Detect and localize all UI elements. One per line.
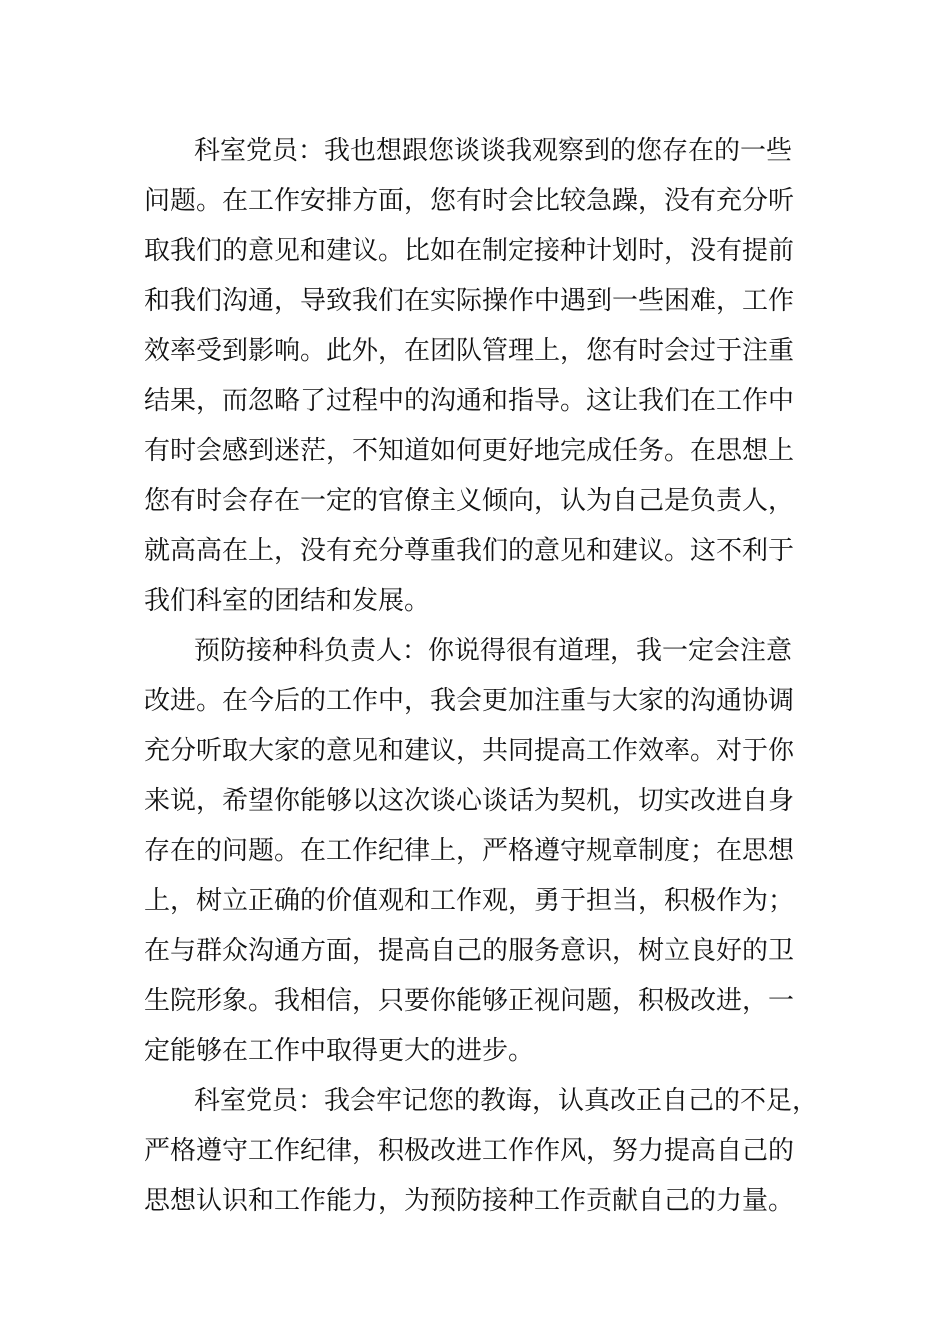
document-body [144,126,834,1226]
text-line: 问题。在工作安排方面，您有时会比较急躁，没有充分听 [144,186,795,216]
text-line: 科室党员：我也想跟您谈谈我观察到的您存在的一些 [194,136,793,166]
text-line: 充分听取大家的意见和建议，共同提高工作效率。对于你 [144,736,795,766]
text-line: 科室党员：我会牢记您的教诲，认真改正自己的不足， [194,1086,819,1116]
text-line: 上，树立正确的价值观和工作观，勇于担当，积极作为； [144,886,795,916]
text-line: 改进。在今后的工作中，我会更加注重与大家的沟通协调 [144,686,795,716]
text-line: 效率受到影响。此外，在团队管理上，您有时会过于注重 [144,336,795,366]
text-line: 我们科室的团结和发展。 [144,586,431,616]
text-line: 存在的问题。在工作纪律上，严格遵守规章制度；在思想 [144,836,795,866]
text-line: 严格遵守工作纪律，积极改进工作作风，努力提高自己的 [144,1136,795,1166]
text-line: 来说，希望你能够以这次谈心谈话为契机，切实改进自身 [144,786,795,816]
paragraph-party-member-commitment [144,1076,834,1226]
text-line: 和我们沟通，导致我们在实际操作中遇到一些困难，工作 [144,286,795,316]
text-line: 结果，而忽略了过程中的沟通和指导。这让我们在工作中 [144,386,795,416]
text-line: 就高高在上，没有充分尊重我们的意见和建议。这不利于 [144,536,795,566]
paragraph-party-member-feedback [144,126,834,626]
text-line: 有时会感到迷茫，不知道如何更好地完成任务。在思想上 [144,436,795,466]
text-line: 您有时会存在一定的官僚主义倾向，认为自己是负责人， [144,486,795,516]
text-line: 在与群众沟通方面，提高自己的服务意识，树立良好的卫 [144,936,795,966]
text-line: 取我们的意见和建议。比如在制定接种计划时，没有提前 [144,236,795,266]
text-line: 生院形象。我相信，只要你能够正视问题，积极改进，一 [144,986,795,1016]
text-line: 思想认识和工作能力，为预防接种工作贡献自己的力量。 [144,1186,795,1216]
paragraph-department-head-reply [144,626,834,1076]
text-line: 预防接种科负责人：你说得很有道理，我一定会注意 [194,636,793,666]
text-line: 定能够在工作中取得更大的进步。 [144,1036,535,1066]
